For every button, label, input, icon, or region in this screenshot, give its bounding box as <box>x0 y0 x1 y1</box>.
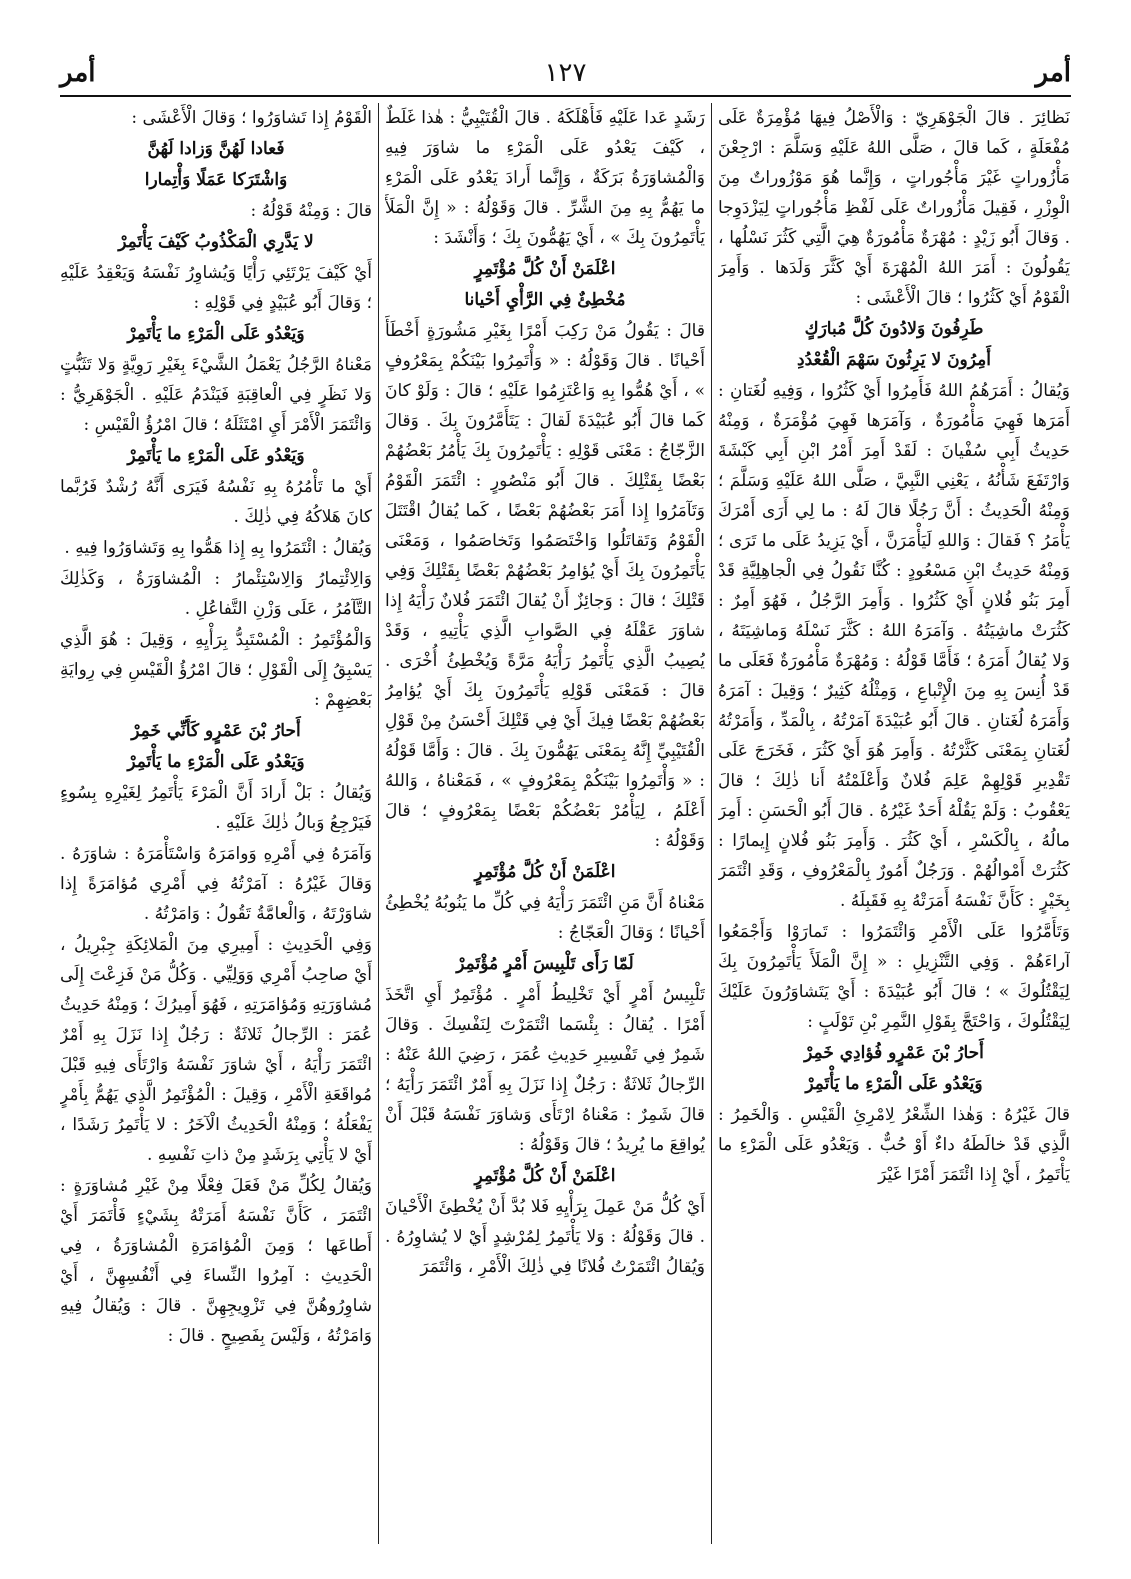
verse-line: طَرِفُونَ وَلادُونَ كُلَّ مُبارَكٍ <box>804 319 984 339</box>
verse-line: مُخْطِئٌ فِي الرَّأْيِ أَحْيانا <box>464 290 626 310</box>
paragraph: وَيُقالُ : أَمَرَهُمُ اللهُ فَأَمِرُوا أَيْ كَثُرُوا ، وَفِيهِ لُغَتانِ : أَمَرَها فَهِيَ مَأْمُورَةٌ ، وَآمَرَها فَهِيَ مُؤْمَرَةٌ ، وَمِنْهُ حَدِيثُ أَبِي سُفْيانَ : لَقَدْ أَمِرَ أَمْرُ ابْنِ أَبِي كَبْشَةَ وَارْتَفَعَ شَأْنُهُ ، يَعْنِي النَّبِيَّ ، صَلَّى اللهُ عَلَيْهِ وَسَلَّمَ ؛ وَمِنْهُ الْحَدِيثُ : أَنَّ رَجُلًا قالَ لَهُ : ما لِي أَرَى أَمْرَكَ يَأْمَرُ ؟ فَقالَ : وَاللهِ لَيَأْمَرَنَّ ، أَيْ يَزِيدُ عَلَى ما تَرَى ؛ وَمِنْهُ حَدِيثُ ابْنِ مَسْعُودٍ : كُنَّا نَقُولُ فِي الْجاهِلِيَّةِ قَدْ أَمِرَ بَنُو فُلانٍ أَيْ كَثُرُوا . وَأَمِرَ الرَّجُلُ ، فَهُوَ أَمِرٌ : كَثُرَتْ ماشِيَتُهُ . وَآمَرَهُ اللهُ : كَثَّرَ نَسْلَهُ وَماشِيَتَهُ ، وَلا يُقالُ أَمَرَهُ ؛ فَأَمَّا قَوْلُهُ : وَمُهْرَةٌ مَأْمُورَةٌ فَعَلَى ما قَدْ أُنِسَ بِهِ مِنَ الْإِتْباعِ ، وَمِثْلُهُ كَثِيرٌ ؛ وَقِيلَ : آمَرَهُ وَأَمَرَهُ لُغَتانِ . قالَ أَبُو عُبَيْدَةَ آمَرْتُهُ ، بِالْمَدِّ ، وَأَمَرْتُهُ لُغَتانِ بِمَعْنَى كَثَّرْتُهُ . وَأَمِرَ هُوَ أَيْ كَثُرَ ، فَخَرَجَ عَلَى تَقْدِيرِ قَوْلِهِمْ عَلِمَ فُلانٌ وَأَعْلَمْتُهُ أَنا ذٰلِكَ ؛ قالَ يَعْقُوبُ : وَلَمْ يَقُلْهُ أَحَدٌ غَيْرُهُ . قالَ أَبُو الْحَسَنِ : أَمِرَ مالُهُ ، بِالْكَسْرِ ، أَيْ كَثُرَ . وَأَمِرَ بَنُو فُلانٍ إِيمارًا : كَثُرَتْ أَمْوالُهُمْ . وَرَجُلٌ أَمُورٌ بِالْمَعْرُوفِ ، وَقَدِ ائْتَمَرَ بِخَيْرٍ : كَأَنَّ نَفْسَهُ أَمَرَتْهُ بِهِ فَقَبِلَهُ . <box>718 381 1070 911</box>
paragraph: وَتَأَمَّرُوا عَلَى الْأَمْرِ وَائْتَمَرُوا : تَمارَوْا وَأَجْمَعُوا آراءَهُمْ . وَفِي التَّنْزِيلِ : « إِنَّ الْمَلَأَ يَأْتَمِرُونَ بِكَ لِيَقْتُلُوكَ » ؛ قالَ أَبُو عُبَيْدَةَ : أَيْ يَتَشاوَرُونَ عَلَيْكَ لِيَقْتُلُوكَ ، وَاحْتَجَّ بِقَوْلِ النَّمِرِ بْنِ تَوْلَبٍ : <box>718 922 1070 1032</box>
page-number: ١٢٧ <box>544 58 587 88</box>
verse-line: اعْلَمَنْ أَنْ كُلَّ مُؤْتَمِرٍ <box>474 862 616 882</box>
verse-line: وَيَعْدُو عَلَى الْمَرْءِ ما يَأْتَمِرْ <box>127 752 305 772</box>
page-header <box>60 58 1071 98</box>
paragraph: أَيْ ما تَأْمُرُهُ بِهِ نَفْسُهُ فَيَرَى أَنَّهُ رُشْدٌ فَرُبَّما كانَ هَلاكُهُ فِي ذٰلِكَ . <box>60 477 372 527</box>
paragraph: وَالْمُؤْتَمِرُ : الْمُسْتَبِدُّ بِرَأْيِهِ ، وَقِيلَ : هُوَ الَّذِي يَسْبِقُ إِلَى الْقَوْلِ ؛ قالَ امْرُؤُ الْقَيْسِ فِي رِوايَةِ بَعْضِهِمْ : <box>60 630 372 710</box>
paragraph: أَيْ كَيْفَ يَرْتَئِي رَأْيًا وَيُشاوِرُ نَفْسَهُ وَيَعْقِدُ عَلَيْهِ ؛ وَقالَ أَبُو عُبَيْدٍ فِي قَوْلِهِ : <box>60 263 372 313</box>
verse-line: أَمِرُونَ لا يَرِثُونَ سَهْمَ الْقُعْدُدِ <box>797 350 991 370</box>
paragraph: قالَ غَيْرُهُ : وَهٰذا الشِّعْرُ لِامْرِئِ الْقَيْسِ . وَالْخَمِرُ : الَّذِي قَدْ خالَطَهُ داءٌ أَوْ حُبٌّ . وَيَعْدُو عَلَى الْمَرْءِ ما يَأْتَمِرُ ، أَيْ إِذا ائْتَمَرَ أَمْرًا غَيْرَ <box>718 1105 1070 1185</box>
verse-line: اعْلَمَنْ أَنْ كُلَّ مُؤْتَمِرٍ <box>474 1166 616 1186</box>
paragraph: وَالِائْتِمارُ وَالِاسْتِئْمارُ : الْمُشاوَرَةُ ، وَكَذٰلِكَ التَّآمُرُ ، عَلَى وَزْنِ التَّفاعُلِ . <box>60 569 372 619</box>
verse-line: أَحارُ بْنَ عَمْرٍو كَأَنِّي خَمِرْ <box>131 721 301 741</box>
header-rule <box>60 95 1071 97</box>
paragraph: مَعْناهُ الرَّجُلُ يَعْمَلُ الشَّيْءَ بِغَيْرِ رَوِيَّةٍ وَلا تَثَبُّتٍ وَلا نَظَرٍ فِي الْعاقِبَةِ فَيَنْدَمُ عَلَيْهِ . الْجَوْهَرِيُّ : وَائْتَمَرَ الْأَمْرَ أَيِ امْتَثَلَهُ ؛ قالَ امْرُؤُ الْقَيْسِ : <box>60 355 372 435</box>
paragraph: رَشَدٍ عَدا عَلَيْهِ فَأَهْلَكَهُ . قالَ الْقُتَيْبِيُّ : هٰذا غَلَطٌ ، كَيْفَ يَعْدُو عَلَى الْمَرْءِ ما شاوَرَ فِيهِ وَالْمُشاوَرَةُ بَرَكَةٌ ، وَإِنَّما أَرادَ يَعْدُو عَلَى الْمَرْءِ ما يَهُمُّ بِهِ مِنَ الشَّرِّ . قالَ وَقَوْلُهُ : « إِنَّ الْمَلَأَ يَأْتَمِرُونَ بِكَ » ، أَيْ يَهُمُّونَ بِكَ ؛ وَأَنْشَدَ : <box>385 108 705 248</box>
paragraph: وَآمَرَهُ فِي أَمْرِهِ وَوامَرَهُ وَاسْتَأْمَرَهُ : شاوَرَهُ . وَقالَ غَيْرُهُ : آمَرْتُهُ فِي أَمْرِي مُؤامَرَةً إِذا شاوَرْتَهُ ، وَالْعامَّةُ تَقُولُ : وَامَرْتُهُ . <box>60 844 372 924</box>
paragraph: الْقَوْمُ إِذا تَشاوَرُوا ؛ وَقالَ الْأَعْشَى : <box>131 108 372 128</box>
verse-line: اعْلَمَنْ أَنْ كُلَّ مُؤْتَمِرٍ <box>474 259 616 279</box>
verse-line: لَمّا رَأَى تَلْبِيسَ أَمْرٍ مُؤْتَمِرْ <box>456 954 634 974</box>
column-left <box>60 103 372 1544</box>
paragraph: وَيُقالُ لِكُلِّ مَنْ فَعَلَ فِعْلًا مِنْ غَيْرِ مُشاوَرَةٍ : ائْتَمَرَ ، كَأَنَّ نَفْسَهُ أَمَرَتْهُ بِشَيْءٍ فَأْتَمَرَ أَيْ أَطاعَها ؛ وَمِنَ الْمُؤامَرَةِ الْمُشاوَرَةُ ، فِي الْحَدِيثِ : آمِرُوا النِّساءَ فِي أَنْفُسِهِنَّ ، أَيْ شاوِرُوهُنَّ فِي تَزْوِيجِهِنَّ . قالَ : وَيُقالُ فِيهِ وَامَرْتُهُ ، وَلَيْسَ بِفَصِيحٍ . قالَ : <box>60 1176 372 1346</box>
verse-line: وَيَعْدُو عَلَى الْمَرْءِ ما يَأْتَمِرْ <box>127 324 305 344</box>
verse-line: لا يَدَّرِي الْمَكْذُوبُ كَيْفَ يَأْتَمِرْ <box>118 232 314 252</box>
paragraph: تَلْبِيسُ أَمْرٍ أَيْ تَخْلِيطُ أَمْرٍ . مُؤْتَمِرٌ أَيِ اتَّخَذَ أَمْرًا . يُقالُ : بِئْسَما ائْتَمَرْتَ لِنَفْسِكَ . وَقالَ شَمِرٌ فِي تَفْسِيرِ حَدِيثِ عُمَرَ ، رَضِيَ اللهُ عَنْهُ : الرِّجالُ ثَلاثَةٌ : رَجُلٌ إِذا نَزَلَ بِهِ أَمْرٌ ائْتَمَرَ رَأْيَهُ ؛ قالَ شَمِرٌ : مَعْناهُ ارْتَأَى وَشاوَرَ نَفْسَهُ قَبْلَ أَنْ يُواقِعَ ما يُرِيدُ ؛ قالَ وَقَوْلُهُ : <box>385 985 705 1155</box>
paragraph: قالَ : يَقُولُ مَنْ رَكِبَ أَمْرًا بِغَيْرِ مَشُورَةٍ أَخْطَأَ أَحْيانًا . قالَ وَقَوْلُهُ : « وَأْتَمِرُوا بَيْنَكُمْ بِمَعْرُوفٍ » ، أَيْ هُمُّوا بِهِ وَاعْتَزِمُوا عَلَيْهِ ؛ قالَ : وَلَوْ كانَ كَما قالَ أَبُو عُبَيْدَةَ لَقالَ : يَتَأَمَّرُونَ بِكَ . وَقالَ الزَّجّاجُ : مَعْنَى قَوْلِهِ : يَأْتَمِرُونَ بِكَ يَأْمُرُ بَعْضُهُمْ بَعْضًا بِقَتْلِكَ . قالَ أَبُو مَنْصُورٍ : ائْتَمَرَ الْقَوْمُ وَتَآمَرُوا إِذا أَمَرَ بَعْضُهُمْ بَعْضًا ، كَما يُقالُ اقْتَتَلَ الْقَوْمُ وَتَقاتَلُوا وَاخْتَصَمُوا وَتَخاصَمُوا ، وَمَعْنَى يَأْتَمِرُونَ بِكَ أَيْ يُؤامِرُ بَعْضُهُمْ بَعْضًا بِقَتْلِكَ وَفِي قَتْلِكَ ؛ قالَ : وَجائِزٌ أَنْ يُقالَ ائْتَمَرَ فُلانٌ رَأْيَهُ إِذا شاوَرَ عَقْلَهُ فِي الصَّوابِ الَّذِي يَأْتِيهِ ، وَقَدْ يُصِيبُ الَّذِي يَأْتَمِرُ رَأْيَهُ مَرَّةً وَيُخْطِئُ أُخْرَى . قالَ : فَمَعْنَى قَوْلِهِ يَأْتَمِرُونَ بِكَ أَيْ يُؤامِرُ بَعْضُهُمْ بَعْضًا فِيكَ أَيْ فِي قَتْلِكَ أَحْسَنُ مِنْ قَوْلِ الْقُتَيْبِيِّ إِنَّهُ بِمَعْنَى يَهُمُّونَ بِكَ . قالَ : وَأَمَّا قَوْلُهُ : « وَأْتَمِرُوا بَيْنَكُمْ بِمَعْرُوفٍ » ، فَمَعْناهُ ، وَاللهُ أَعْلَمُ ، لِيَأْمُرْ بَعْضُكُمْ بَعْضًا بِمَعْرُوفٍ ؛ قالَ وَقَوْلُهُ : <box>385 321 705 851</box>
paragraph: وَفِي الْحَدِيثِ : أَمِيرِي مِنَ الْمَلائِكَةِ جِبْرِيلُ ، أَيْ صاحِبُ أَمْرِي وَوَلِيِّي . وَكُلُّ مَنْ فَزِعْتَ إِلَى مُشاوَرَتِهِ وَمُؤامَرَتِهِ ، فَهُوَ أَمِيرُكَ ؛ وَمِنْهُ حَدِيثُ عُمَرَ : الرِّجالُ ثَلاثَةٌ : رَجُلٌ إِذا نَزَلَ بِهِ أَمْرٌ ائْتَمَرَ رَأْيَهُ ، أَيْ شاوَرَ نَفْسَهُ وَارْتَأَى فِيهِ قَبْلَ مُواقَعَةِ الْأَمْرِ ، وَقِيلَ : الْمُؤْتَمِرُ الَّذِي يَهُمُّ بِأَمْرٍ يَفْعَلُهُ ؛ وَمِنْهُ الْحَدِيثُ الْآخَرُ : لا يَأْتَمِرُ رَشَدًا ، أَيْ لا يَأْتِي بِرَشَدٍ مِنْ ذاتِ نَفْسِهِ . <box>60 935 372 1165</box>
paragraph: وَيُقالُ : بَلْ أَرادَ أَنَّ الْمَرْءَ يَأْتَمِرُ لِغَيْرِهِ بِسُوءٍ فَيَرْجِعُ وَبالُ ذٰلِكَ عَلَيْهِ . <box>60 783 372 833</box>
verse-line: أَحارُ بْنَ عَمْرٍو فُؤادِي خَمِرْ <box>804 1043 984 1063</box>
paragraph: نَظائِرَ . قالَ الْجَوْهَرِيّ : وَالْأَصْلُ فِيهَا مُؤْمِرَةٌ عَلَى مُفْعَلَةٍ ، كَما قالَ ، صَلَّى اللهُ عَلَيْهِ وَسَلَّمَ : ارْجِعْنَ مَأْزُوراتٍ غَيْرَ مَأْجُوراتٍ ، وَإِنَّما هُوَ مَوْزُوراتٌ مِنَ الْوِزْرِ ، فَقِيلَ مَأْزُوراتٌ عَلَى لَفْظِ مَأْجُوراتٍ لِيَزْدَوِجا . وَقالَ أَبُو زَيْدٍ : مُهْرَةٌ مَأْمُورَةٌ هِيَ الَّتِي كَثُرَ نَسْلُها ، يَقُولُونَ : أَمَرَ اللهُ الْمُهْرَةَ أَيْ كَثَّرَ وَلَدَها . وَأَمِرَ الْقَوْمُ أَيْ كَثُرُوا ؛ قالَ الْأَعْشَى : <box>718 108 1070 308</box>
headword-right: أمر <box>1035 58 1071 88</box>
verse-line: فَعادا لَهُنَّ وَزادا لَهُنَّ <box>147 139 285 159</box>
paragraph: أَيْ كُلُّ مَنْ عَمِلَ بِرَأْيِهِ فَلا بُدَّ أَنْ يُخْطِئَ الْأَحْيانَ . قالَ وَقَوْلُهُ : وَلا يَأْتَمِرُ لِمُرْشِدٍ أَيْ لا يُشاوِرُهُ . وَيُقالُ ائْتَمَرْتُ فُلانًا فِي ذٰلِكَ الْأَمْرِ ، وَائْتَمَرَ <box>385 1197 705 1277</box>
verse-line: وَيَعْدُو عَلَى الْمَرْءِ ما يَأْتَمِرْ <box>127 446 305 466</box>
paragraph: مَعْناهُ أَنَّ مَنِ ائْتَمَرَ رَأْيَهُ فِي كُلِّ ما يَنُوبُهُ يُخْطِئُ أَحْيانًا ؛ وَقالَ الْعَجّاجُ : <box>385 893 705 943</box>
column-middle <box>385 103 705 1544</box>
column-right <box>718 103 1070 1544</box>
headword-left: أمر <box>60 58 96 88</box>
paragraph: وَيُقالُ : ائْتَمَرُوا بِهِ إِذا هَمُّوا بِهِ وَتَشاوَرُوا فِيهِ . <box>64 538 372 558</box>
paragraph: قالَ : وَمِنْهُ قَوْلُهُ : <box>250 201 372 221</box>
verse-line: وَيَعْدُو عَلَى الْمَرْءِ ما يَأْتَمِرْ <box>805 1074 983 1094</box>
verse-line: وَاشْتَرَكا عَمَلًا وَأْتِمارا <box>144 170 288 190</box>
column-divider <box>378 103 379 1544</box>
column-divider <box>711 103 712 1544</box>
